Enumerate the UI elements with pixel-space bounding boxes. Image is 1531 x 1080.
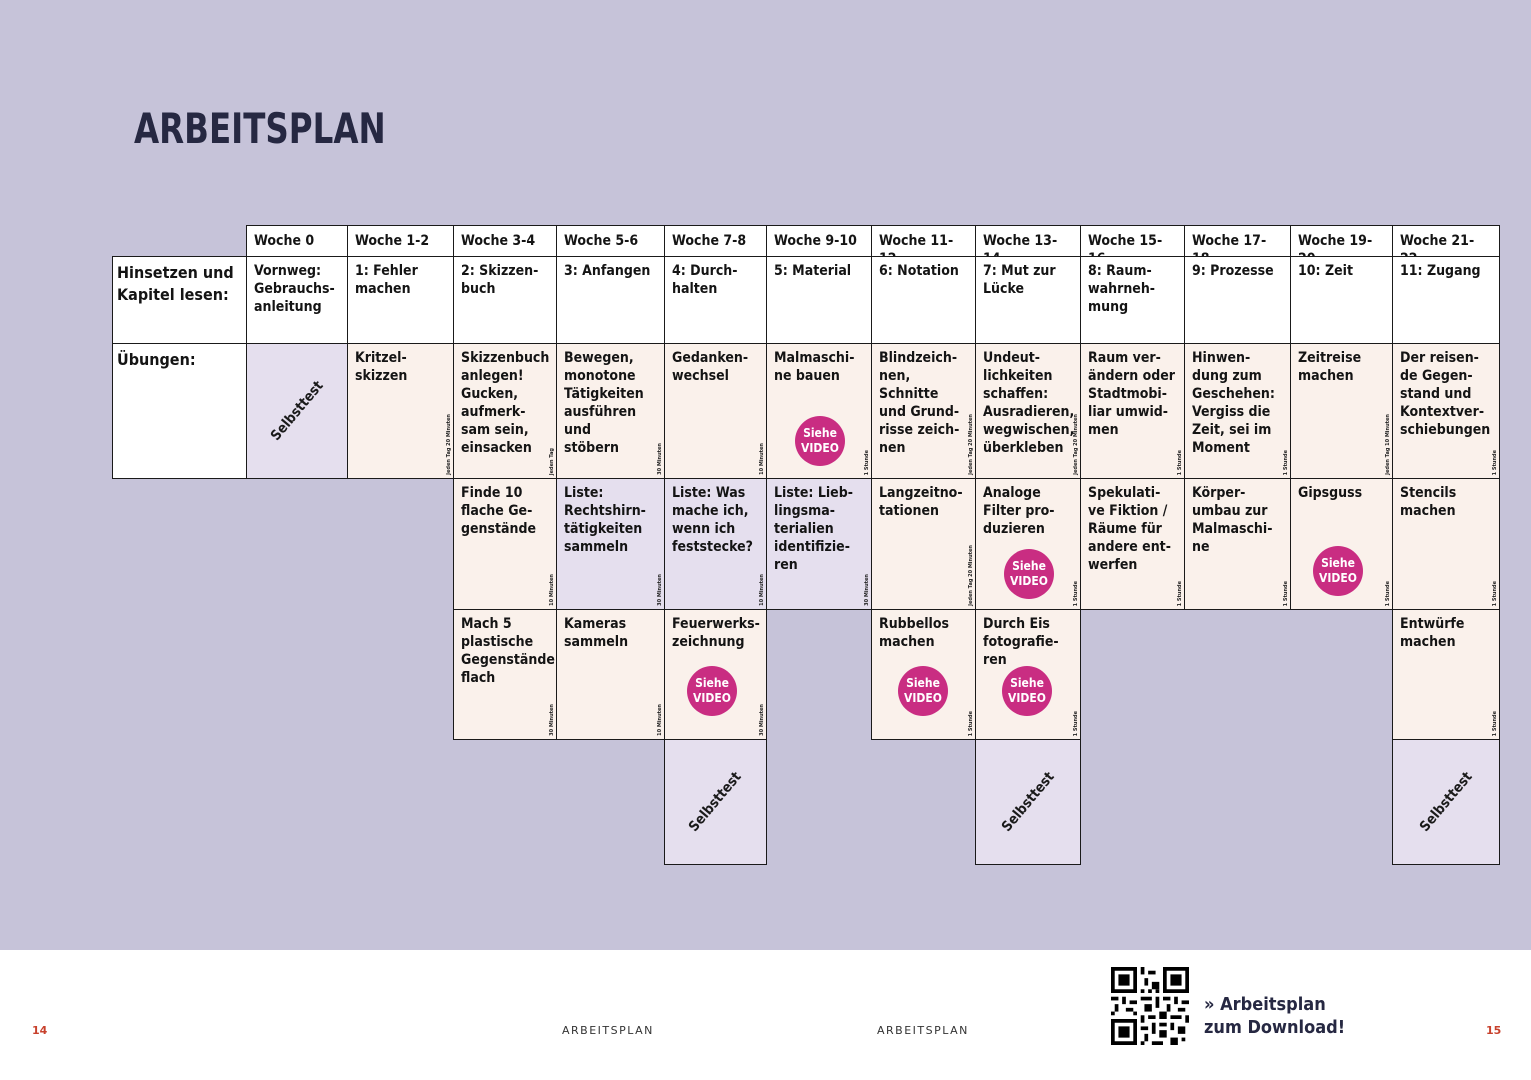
- selbsttest-stamp: [665, 740, 766, 864]
- exercise-cell: [664, 343, 767, 479]
- duration-label: 1 Stunde: [1492, 449, 1498, 475]
- exercise-cell: [1290, 343, 1393, 479]
- week-header: [664, 225, 767, 257]
- duration-label: 10 Minuten: [549, 574, 555, 606]
- week-header: [975, 225, 1081, 257]
- exercise-text: Entwürfe machen: [1400, 616, 1465, 650]
- exercise-text: Mach 5 plastische Gegenstände flach: [461, 616, 555, 686]
- chapter-cell: [1080, 256, 1185, 344]
- page-title: ARBEITSPLAN: [134, 104, 386, 153]
- chapter-cell: [347, 256, 454, 344]
- exercise-cell: [1184, 478, 1291, 610]
- chapter-cell: [556, 256, 665, 344]
- exercise-cell: [453, 478, 557, 610]
- exercise-text: Blindzeich- nen, Schnitte und Grund- risse zeich- nen: [879, 350, 960, 456]
- exercise-text: Analoge Filter pro- duzieren: [983, 485, 1055, 537]
- week-header: [556, 225, 665, 257]
- video-badge[interactable]: Siehe VIDEO: [1313, 546, 1363, 596]
- chapter-text: 3: Anfangen: [564, 263, 651, 279]
- chapter-cell: [766, 256, 872, 344]
- exercise-cell: [347, 343, 454, 479]
- duration-label: 30 Minuten: [759, 704, 765, 736]
- chapter-cell: [453, 256, 557, 344]
- exercise-text: Undeut- lichkeiten schaffen: Ausradieren, wegwischen, überkleben: [983, 350, 1075, 456]
- duration-label: 1 Stunde: [1492, 580, 1498, 606]
- exercise-cell: [556, 478, 665, 610]
- week-label: Woche 1-2: [355, 233, 430, 249]
- video-badge[interactable]: Siehe VIDEO: [795, 416, 845, 466]
- duration-label: 10 Minuten: [759, 574, 765, 606]
- duration-label: 1 Stunde: [1283, 449, 1289, 475]
- week-header: [1392, 225, 1500, 257]
- exercise-cell: [664, 478, 767, 610]
- exercise-text: Gedanken- wechsel: [672, 350, 749, 384]
- duration-label: 30 Minuten: [864, 574, 870, 606]
- video-badge[interactable]: Siehe VIDEO: [1002, 666, 1052, 716]
- chapter-cell: [1392, 256, 1500, 344]
- week-header: [1290, 225, 1393, 257]
- chapter-text: 2: Skizzen- buch: [461, 263, 539, 297]
- chapter-text: Vornweg: Gebrauchs- anleitung: [254, 263, 335, 315]
- exercise-text: Feuerwerks- zeichnung: [672, 616, 760, 650]
- row-label-chapters: [112, 256, 247, 344]
- exercise-cell: [1080, 343, 1185, 479]
- selbsttest-label: Selbsttest: [1416, 769, 1476, 835]
- exercise-text: Kritzel- skizzen: [355, 350, 408, 384]
- exercise-text: Liste: Was mache ich, wenn ich feststecke?: [672, 485, 753, 555]
- exercise-cell: [1290, 478, 1393, 610]
- exercise-text: Spekulati- ve Fiktion / Räume für andere ent- werfen: [1088, 485, 1171, 573]
- exercise-text: Finde 10 flache Ge- genstände: [461, 485, 537, 537]
- duration-label: 30 Minuten: [657, 574, 663, 606]
- chapter-cell: [1184, 256, 1291, 344]
- duration-label: 30 Minuten: [657, 443, 663, 475]
- duration-label: 1 Stunde: [968, 710, 974, 736]
- duration-label: 30 Minuten: [549, 704, 555, 736]
- exercise-text: Bewegen, monotone Tätigkeiten ausführen und stöbern: [564, 350, 644, 456]
- video-badge[interactable]: Siehe VIDEO: [898, 666, 948, 716]
- chapter-text: 5: Material: [774, 263, 852, 279]
- exercise-cell: [975, 478, 1081, 610]
- week-header: [766, 225, 872, 257]
- selbsttest-cell: [975, 739, 1081, 865]
- exercise-text: Skizzenbuch anlegen! Gucken, aufmerk- sam sein, einsacken: [461, 350, 550, 456]
- week-label: Woche 11-: [879, 233, 954, 249]
- exercise-text: Durch Eis fotografie- ren: [983, 616, 1059, 668]
- week-label: Woche 9-10: [774, 233, 857, 249]
- chapter-text: 11: Zugang: [1400, 263, 1481, 279]
- exercise-cell: [871, 609, 976, 740]
- video-badge[interactable]: Siehe VIDEO: [687, 666, 737, 716]
- week-header: [453, 225, 557, 257]
- duration-label: Jeden Tag 20 Minuten: [1073, 414, 1079, 475]
- exercise-cell: [975, 609, 1081, 740]
- duration-label: Jeden Tag 20 Minuten: [968, 545, 974, 606]
- week-label: Woche 21-: [1400, 233, 1475, 249]
- duration-label: 1 Stunde: [1073, 710, 1079, 736]
- week-header: [1080, 225, 1185, 257]
- duration-label: 1 Stunde: [1073, 580, 1079, 606]
- exercise-cell: [1080, 478, 1185, 610]
- exercise-text: Stencils machen: [1400, 485, 1457, 519]
- page-number-left: 14: [32, 1024, 48, 1037]
- chapter-cell: [871, 256, 976, 344]
- duration-label: 1 Stunde: [1492, 710, 1498, 736]
- week-header: [871, 225, 976, 257]
- exercise-cell: [453, 343, 557, 479]
- exercise-cell: [871, 478, 976, 610]
- exercise-cell: [1392, 478, 1500, 610]
- exercise-text: Zeitreise machen: [1298, 350, 1362, 384]
- exercise-text: Kameras sammeln: [564, 616, 629, 650]
- selbsttest-cell: [246, 343, 348, 479]
- exercise-text: Liste: Rechtshirn- tätigkeiten sammeln: [564, 485, 646, 555]
- chapter-cell: [975, 256, 1081, 344]
- chapter-text: 7: Mut zur Lücke: [983, 263, 1056, 297]
- week-label: Woche 17-: [1192, 233, 1267, 249]
- selbsttest-label: Selbsttest: [998, 769, 1058, 835]
- exercise-cell: [975, 343, 1081, 479]
- duration-label: 1 Stunde: [1177, 580, 1183, 606]
- video-badge[interactable]: Siehe VIDEO: [1004, 549, 1054, 599]
- chapter-text: 8: Raum- wahrneh- mung: [1088, 263, 1156, 315]
- running-header-right: ARBEITSPLAN: [877, 1024, 969, 1037]
- week-label: Woche 13-: [983, 233, 1058, 249]
- exercise-cell: [1392, 609, 1500, 740]
- exercise-cell: [766, 343, 872, 479]
- duration-label: 1 Stunde: [1385, 580, 1391, 606]
- week-label: Woche 0: [254, 233, 315, 249]
- exercise-cell: [556, 609, 665, 740]
- chapter-cell: [664, 256, 767, 344]
- duration-label: Jeden Tag: [549, 447, 555, 475]
- exercise-cell: [1392, 343, 1500, 479]
- week-header: [347, 225, 454, 257]
- week-label: Woche 5-6: [564, 233, 639, 249]
- duration-label: Jeden Tag 20 Minuten: [446, 414, 452, 475]
- running-header-left: ARBEITSPLAN: [562, 1024, 654, 1037]
- selbsttest-stamp: [976, 740, 1080, 864]
- chapter-text: 1: Fehler machen: [355, 263, 418, 297]
- exercise-cell: [766, 478, 872, 610]
- download-link[interactable]: » Arbeitsplan zum Download!: [1204, 994, 1346, 1038]
- duration-label: 10 Minuten: [759, 443, 765, 475]
- row-label-text: Übungen:: [117, 350, 196, 369]
- exercise-cell: [1184, 343, 1291, 479]
- exercise-text: Körper- umbau zur Malmaschi- ne: [1192, 485, 1273, 555]
- exercise-text: Rubbellos machen: [879, 616, 950, 650]
- week-label: Woche 7-8: [672, 233, 747, 249]
- week-label: Woche 19-: [1298, 233, 1373, 249]
- exercise-cell: [871, 343, 976, 479]
- selbsttest-label: Selbsttest: [686, 769, 745, 835]
- page-number-right: 15: [1486, 1024, 1502, 1037]
- selbsttest-label: Selbsttest: [267, 378, 327, 444]
- exercise-cell: [453, 609, 557, 740]
- exercise-text: Liste: Lieb- lingsma- terialien identifizie- ren: [774, 485, 853, 573]
- chapter-text: 6: Notation: [879, 263, 959, 279]
- exercise-text: Raum ver- ändern oder Stadtmobi- liar umwid- men: [1088, 350, 1176, 438]
- exercise-cell: [664, 609, 767, 740]
- selbsttest-stamp: [247, 344, 347, 478]
- duration-label: 1 Stunde: [864, 449, 870, 475]
- duration-label: 1 Stunde: [1283, 580, 1289, 606]
- chapter-text: 4: Durch- halten: [672, 263, 738, 297]
- chapter-cell: [1290, 256, 1393, 344]
- selbsttest-stamp: [1393, 740, 1499, 864]
- exercise-text: Langzeitno- tationen: [879, 485, 963, 519]
- row-label-exercises: [112, 343, 247, 479]
- selbsttest-cell: [1392, 739, 1500, 865]
- exercise-cell: [556, 343, 665, 479]
- duration-label: Jeden Tag 20 Minuten: [968, 414, 974, 475]
- chapter-text: 9: Prozesse: [1192, 263, 1274, 279]
- duration-label: 10 Minuten: [657, 704, 663, 736]
- chapter-cell: [246, 256, 348, 344]
- exercise-text: Gipsguss: [1298, 485, 1363, 501]
- selbsttest-cell: [664, 739, 767, 865]
- row-label-text: Hinsetzen und Kapitel lesen:: [117, 263, 234, 304]
- duration-label: Jeden Tag 10 Minuten: [1385, 414, 1391, 475]
- chapter-text: 10: Zeit: [1298, 263, 1353, 279]
- qr-code-icon[interactable]: [1111, 967, 1189, 1045]
- exercise-text: Malmaschi- ne bauen: [774, 350, 855, 384]
- week-label: Woche 3-4: [461, 233, 536, 249]
- week-label: Woche 15-: [1088, 233, 1163, 249]
- week-header: [1184, 225, 1291, 257]
- exercise-text: Der reisen- de Gegen- stand und Kontextver- schiebungen: [1400, 350, 1491, 438]
- week-header: [246, 225, 348, 257]
- duration-label: 1 Stunde: [1177, 449, 1183, 475]
- exercise-text: Hinwen- dung zum Geschehen: Vergiss die Zeit, sei im Moment: [1192, 350, 1275, 456]
